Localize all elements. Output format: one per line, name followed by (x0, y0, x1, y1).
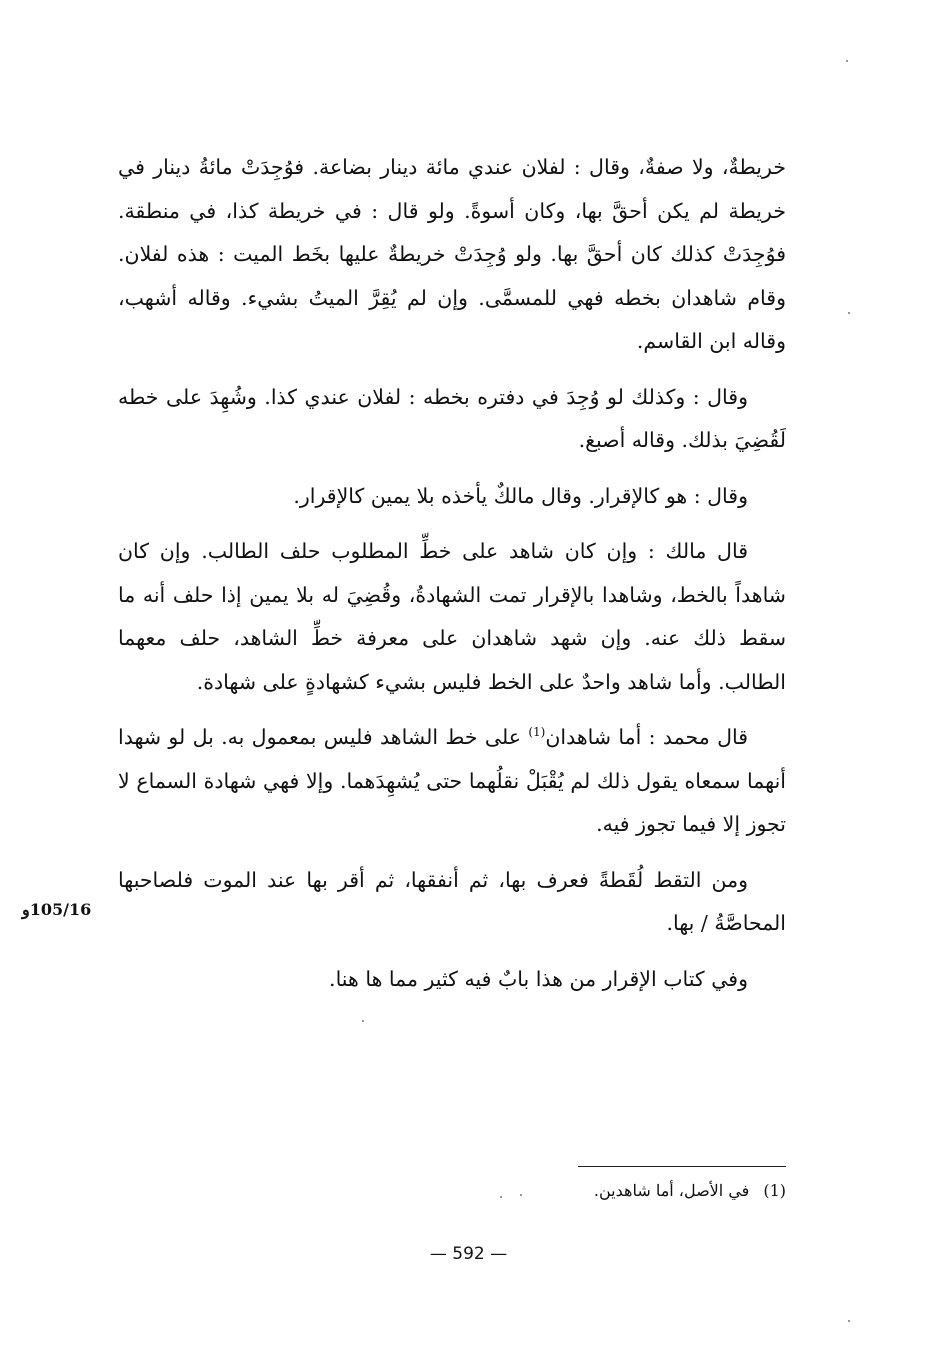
paragraph-5 (118, 716, 786, 847)
scan-speck (848, 1320, 850, 1322)
folio-margin-note: 105/16و (22, 900, 92, 919)
scan-speck (520, 1194, 522, 1196)
paragraph-4: قال مالك : وإن كان شاهد على خطِّ المطلوب حلف الطالب. وإن كان شاهداً بالخط، وشاهدا بالإقرار تمت الشهادةُ، وقُضِيَ له بلا يمين إذا حلف أنه ما سقط ذلك عنه. وإن شهد شاهدان على معرفة خطِّ الشاهد، حلف معهما الطالب. وأما شاهد واحدٌ على الخط فليس بشيء كشهادةٍ على شهادة. (118, 539, 786, 694)
paragraph-3: وقال : هو كالإقرار. وقال مالكٌ يأخذه بلا يمين كالإقرار. (293, 483, 748, 508)
paragraph-7: وفي كتاب الإقرار من هذا بابٌ فيه كثير مما ها هنا. (329, 966, 748, 991)
scan-speck (848, 312, 850, 314)
paragraph-5-text-after: على خط الشاهد فليس بمعمول به. بل لو شهدا أنهما سمعاه يقول ذلك لم يُقْبَلْ نقلُهما حتى يُشهِدَهما. وإلا فهي شهادة السماع لا تجوز إلا فيما تجوز فيه. (118, 725, 786, 836)
footnote-text: في الأصل، أما شاهدين. (593, 1181, 750, 1200)
scan-speck (362, 1020, 364, 1022)
paragraph-5-text-before: قال محمد : أما شاهدان (545, 725, 749, 749)
scan-speck (500, 1196, 502, 1198)
footnote-number: (1) (763, 1181, 786, 1200)
footnote (420, 1178, 786, 1204)
paragraph-2: وقال : وكذلك لو وُجِدَ في دفتره بخطه : لفلان عندي كذا. وشُهِدَ على خطه لَقُضِيَ بذلك. وقاله أصبغ. (118, 384, 786, 452)
page-number: — 592 — (429, 1244, 508, 1264)
main-text-block (118, 146, 786, 1013)
paragraph-1: خريطةٌ، ولا صفةٌ، وقال : لفلان عندي مائة دينار بضاعة. فوُجِدَتْ مائةُ دينار في خريطة لم يكن أحقَّ بها، وكان أسوةً. ولو قال : في خريطة كذا، في منطقة. فوُجِدَتْ كذلك كان أحقَّ بها. ولو وُجِدَتْ خريطةٌ عليها بخَط الميت : هذه لفلان. وقام شاهدان بخطه فهي للمسمَّى. وإن لم يُقِرَّ الميتُ بشيء. وقاله أشهب، وقاله ابن القاسم. (118, 155, 786, 353)
footnote-divider (578, 1166, 786, 1167)
paragraph-6: ومن التقط لُقَطةً فعرف بها، ثم أنفقها، ثم أقر بها عند الموت فلصاحبها المحاصَّةُ / بها. (118, 867, 786, 935)
scan-speck (846, 60, 848, 62)
footnote-reference-marker[interactable]: (1) (528, 725, 546, 740)
